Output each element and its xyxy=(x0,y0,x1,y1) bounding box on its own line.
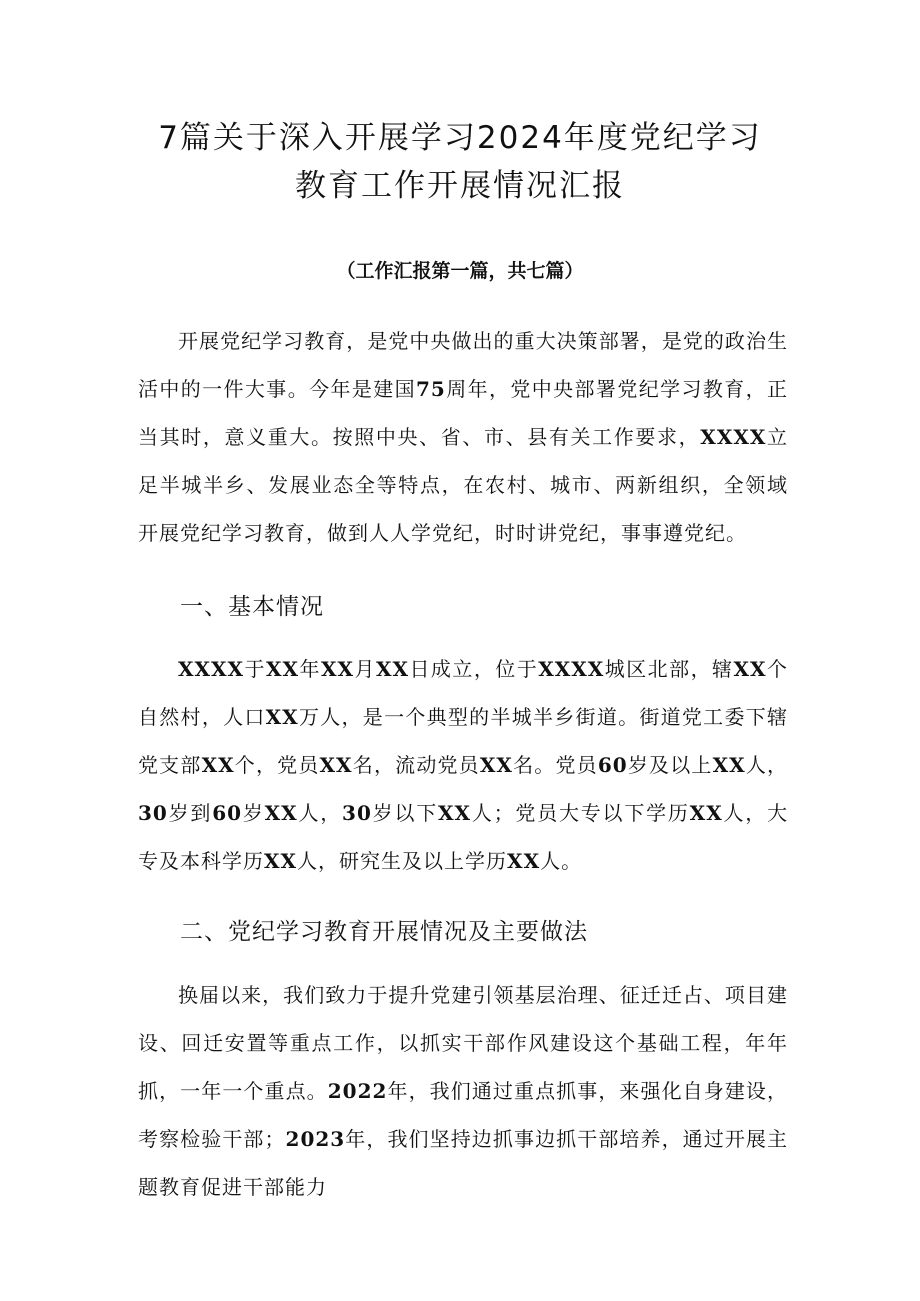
section-1-heading: 一、基本情况 xyxy=(180,594,324,620)
document-subtitle: （工作汇报第一篇，共七篇） xyxy=(336,260,584,282)
section-2-paragraph: 换届以来，我们致力于提升党建引领基层治理、征迁迁占、项目建设、回迁安置等重点工作，以抓实干部作风建设这个基础工程，年年抓，一年一个重点。2022年，我们通过重点抓事，来强化自身建设，考察检验干部；2023年，我们坚持边抓事边抓干部培养，通过开展主题教育促进干部能力 xyxy=(138,983,789,1199)
section-1-paragraph: XXXX于XX年XX月XX日成立，位于XXXX城区北部，辖XX个自然村，人口XX万人，是一个典型的半城半乡街道。街道党工委下辖党支部XX个，党员XX名，流动党员XX名。党员60岁及以上XX人，30岁到60岁XX人，30岁以下XX人；党员大专以下学历XX人，大专及本科学历XX人，研究生及以上学历XX人。 xyxy=(138,657,789,873)
document-title-line-2: 教育工作开展情况汇报 xyxy=(295,168,625,204)
intro-paragraph: 开展党纪学习教育，是党中央做出的重大决策部署，是党的政治生活中的一件大事。今年是建国75周年，党中央部署党纪学习教育，正当其时，意义重大。按照中央、省、市、县有关工作要求，XXXX立足半城半乡、发展业态全等特点，在农村、城市、两新组织，全领域开展党纪学习教育，做到人人学党纪，时时讲党纪，事事遵党纪。 xyxy=(138,329,789,545)
document-title-line-1: 7篇关于深入开展学习2024年度党纪学习 xyxy=(158,120,762,156)
section-2-heading: 二、党纪学习教育开展情况及主要做法 xyxy=(180,919,588,945)
